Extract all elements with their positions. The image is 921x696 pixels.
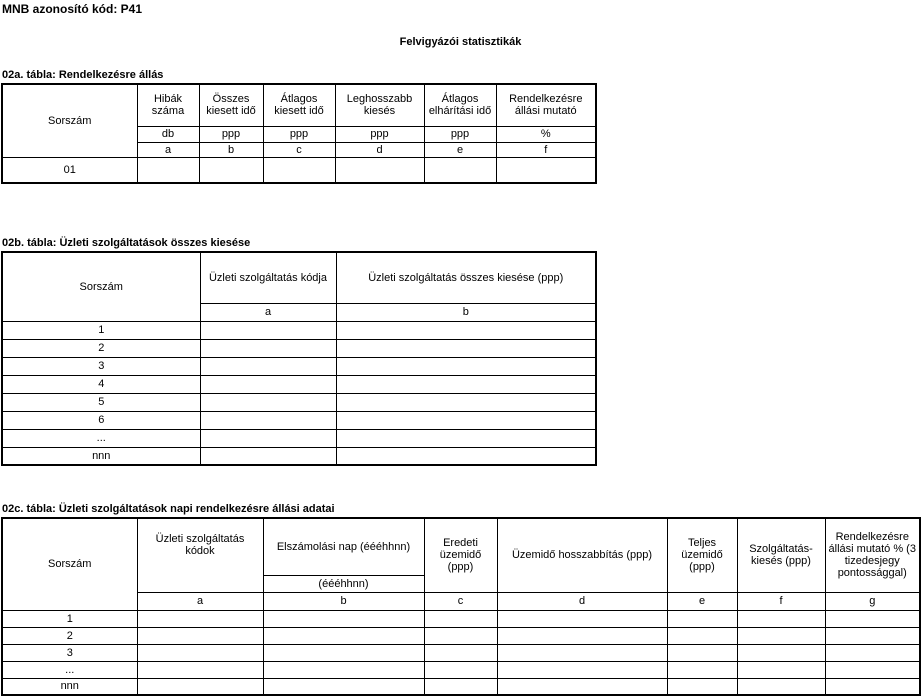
column-letter: e [424,142,496,157]
table-2b-title: 02b. tábla: Üzleti szolgáltatások összes kiesése [2,237,251,249]
table-2a-title: 02a. tábla: Rendelkezésre állás [2,69,164,81]
column-letter: e [667,592,737,610]
column-header: Üzleti szolgáltatás összes kiesése (ppp) [336,252,596,303]
row-number: 01 [2,157,137,183]
table-row [2,157,596,183]
data-cell[interactable] [667,627,737,644]
data-cell[interactable] [200,393,336,411]
data-cell[interactable] [737,627,825,644]
data-cell[interactable] [137,644,263,661]
data-cell[interactable] [497,610,667,627]
column-letter: d [335,142,424,157]
data-cell[interactable] [263,678,424,695]
data-cell[interactable] [263,661,424,678]
data-cell[interactable] [199,157,263,183]
row-number: 4 [2,375,200,393]
data-cell[interactable] [737,644,825,661]
data-cell[interactable] [667,661,737,678]
column-header: Rendelkezésre állási mutató % (3 tizedesjegy pontossággal) [825,518,920,592]
data-cell[interactable] [497,678,667,695]
table-2c [1,517,921,696]
column-header: Teljes üzemidő (ppp) [667,518,737,592]
data-cell[interactable] [497,644,667,661]
table-2b-row-header: Sorszám [2,252,200,321]
data-cell[interactable] [424,627,497,644]
data-cell[interactable] [200,339,336,357]
data-cell[interactable] [137,661,263,678]
data-cell[interactable] [497,627,667,644]
row-number: 5 [2,393,200,411]
column-letter: g [825,592,920,610]
data-cell[interactable] [336,375,596,393]
column-letter: b [336,303,596,321]
row-number: 3 [2,644,137,661]
column-header: Üzleti szolgáltatás kódja [200,252,336,303]
data-cell[interactable] [336,447,596,465]
table-2a-row-header: Sorszám [2,84,137,157]
row-number: 1 [2,610,137,627]
table-row [2,393,596,411]
column-letter: b [263,592,424,610]
data-cell[interactable] [737,678,825,695]
table-row [2,447,596,465]
table-row [2,429,596,447]
column-unit: ppp [263,126,335,142]
data-cell[interactable] [336,321,596,339]
table-row [2,357,596,375]
row-number: ... [2,429,200,447]
data-cell[interactable] [137,157,199,183]
table-row [2,339,596,357]
data-cell[interactable] [200,375,336,393]
data-cell[interactable] [497,661,667,678]
column-unit: (éééhhnn) [263,575,424,592]
column-header: Szolgáltatás-kiesés (ppp) [737,518,825,592]
data-cell[interactable] [336,357,596,375]
data-cell[interactable] [825,627,920,644]
data-cell[interactable] [424,644,497,661]
table-row [2,661,920,678]
data-cell[interactable] [263,627,424,644]
column-header: Elszámolási nap (éééhhnn) [263,518,424,575]
mnb-code: MNB azonosító kód: P41 [2,2,143,16]
data-cell[interactable] [200,357,336,375]
row-number: ... [2,661,137,678]
column-letter: a [137,592,263,610]
column-header: Rendelkezésre állási mutató [496,84,596,126]
data-cell[interactable] [825,610,920,627]
data-cell[interactable] [200,429,336,447]
data-cell[interactable] [667,644,737,661]
data-cell[interactable] [200,447,336,465]
data-cell[interactable] [137,678,263,695]
row-number: nnn [2,447,200,465]
data-cell[interactable] [667,678,737,695]
column-header: Üzemidő hosszabbítás (ppp) [497,518,667,592]
data-cell[interactable] [825,644,920,661]
column-header: Hibák száma [137,84,199,126]
document-title: Felvigyázói statisztikák [399,36,522,48]
column-letter: f [737,592,825,610]
row-number: 6 [2,411,200,429]
row-number: 2 [2,627,137,644]
column-letter: f [496,142,596,157]
table-2a [1,83,597,184]
data-cell[interactable] [137,610,263,627]
data-cell[interactable] [424,157,496,183]
column-header: Átlagos kiesett idő [263,84,335,126]
data-cell[interactable] [137,627,263,644]
column-letter: a [200,303,336,321]
data-cell[interactable] [737,661,825,678]
column-header: Leghosszabb kiesés [335,84,424,126]
data-cell[interactable] [336,339,596,357]
data-cell[interactable] [825,678,920,695]
column-letter: b [199,142,263,157]
column-letter: c [263,142,335,157]
data-cell[interactable] [335,157,424,183]
data-cell[interactable] [737,610,825,627]
row-number: 2 [2,339,200,357]
table-row [2,321,596,339]
data-cell[interactable] [424,610,497,627]
table-2b [1,251,597,466]
data-cell[interactable] [667,610,737,627]
column-letter: c [424,592,497,610]
table-row [2,610,920,627]
table-row [2,627,920,644]
column-letter: d [497,592,667,610]
table-2c-row-header: Sorszám [2,518,137,610]
table-row [2,411,596,429]
table-2c-title: 02c. tábla: Üzleti szolgáltatások napi rendelkezésre állási adatai [2,503,335,515]
column-header: Üzleti szolgáltatás kódok [137,518,263,592]
table-row [2,644,920,661]
data-cell[interactable] [336,429,596,447]
data-cell[interactable] [424,678,497,695]
data-cell[interactable] [263,610,424,627]
table-row [2,678,920,695]
data-cell[interactable] [496,157,596,183]
column-unit: ppp [424,126,496,142]
column-unit: % [496,126,596,142]
data-cell[interactable] [263,157,335,183]
data-cell[interactable] [336,411,596,429]
table-row [2,375,596,393]
column-header: Összes kiesett idő [199,84,263,126]
column-header: Eredeti üzemidő (ppp) [424,518,497,592]
column-unit: ppp [199,126,263,142]
column-unit: ppp [335,126,424,142]
row-number: 1 [2,321,200,339]
row-number: nnn [2,678,137,695]
data-cell[interactable] [263,644,424,661]
column-letter: a [137,142,199,157]
column-header: Átlagos elhárítási idő [424,84,496,126]
column-unit: db [137,126,199,142]
data-cell[interactable] [424,661,497,678]
row-number: 3 [2,357,200,375]
data-cell[interactable] [336,393,596,411]
data-cell[interactable] [825,661,920,678]
data-cell[interactable] [200,321,336,339]
data-cell[interactable] [200,411,336,429]
